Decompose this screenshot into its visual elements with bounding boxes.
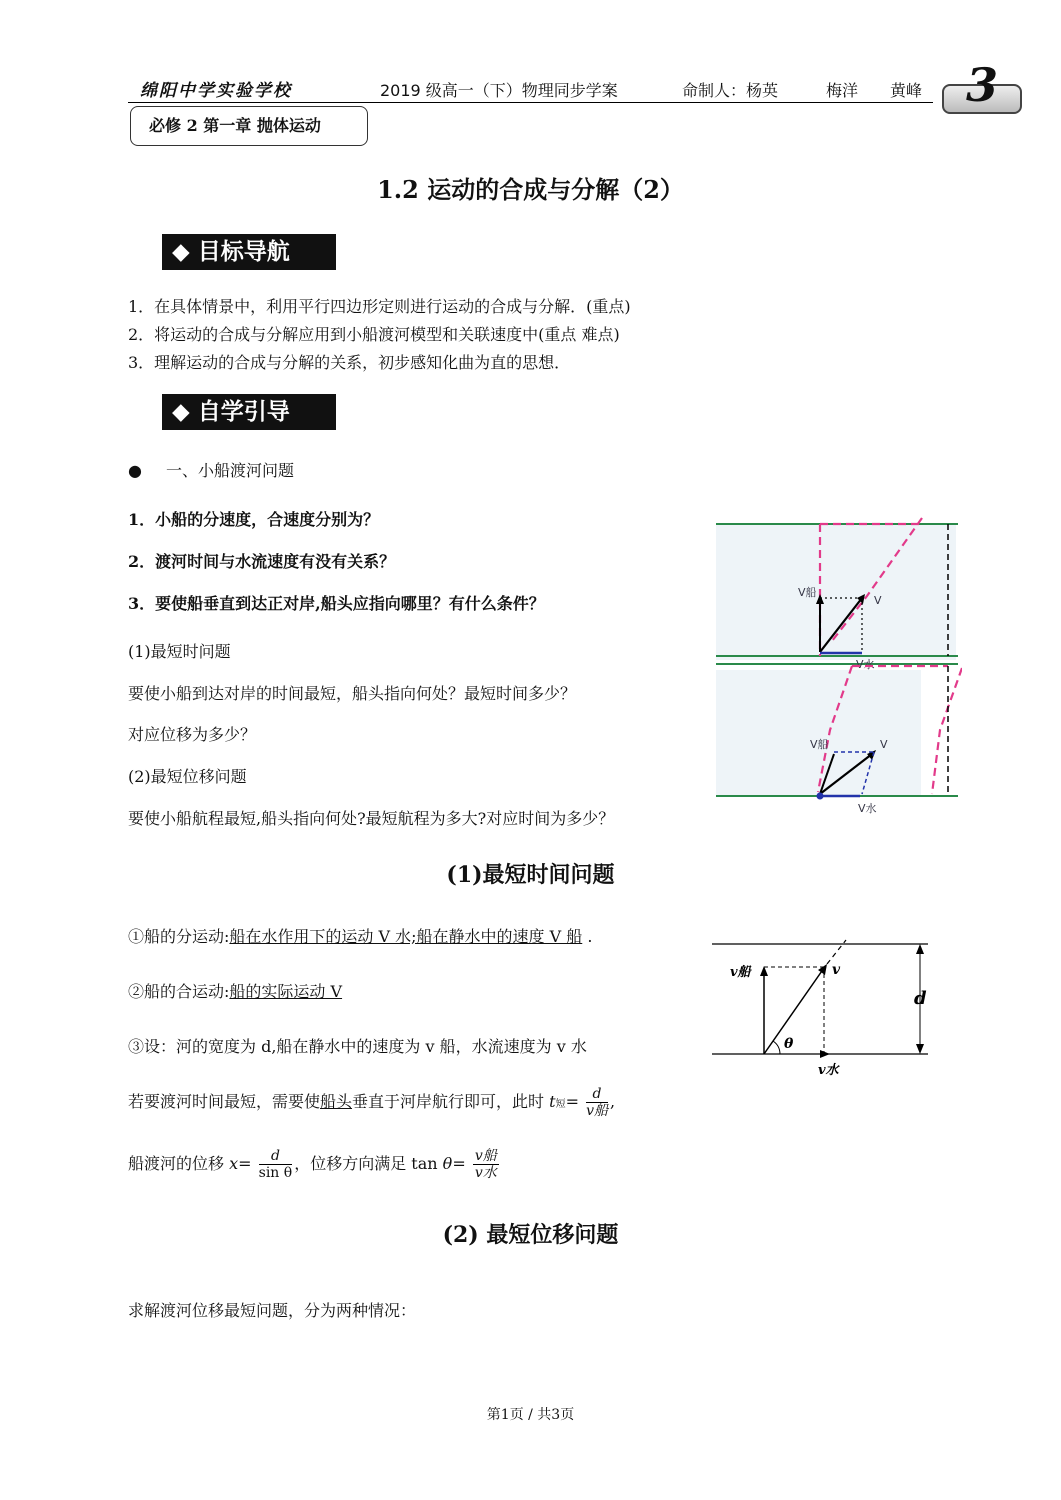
- formula-eq: =: [238, 1154, 252, 1173]
- fraction-t: [586, 1086, 608, 1119]
- bullet-dot: ●: [128, 461, 142, 480]
- item-1-prefix: ①船的分运动:: [128, 927, 230, 946]
- frac-den: sin θ: [258, 1165, 293, 1181]
- label-vboat: V船: [810, 738, 829, 751]
- item-1: [128, 924, 592, 947]
- section-goals-header: ◆ 目标导航: [162, 234, 336, 270]
- final-text: 求解渡河位移最短问题，分为两种情况：: [128, 1301, 417, 1320]
- frac-num: d: [259, 1148, 293, 1165]
- text-line: (2)最短位移问题: [128, 767, 247, 786]
- section-self-header: ◆ 自学引导: [162, 394, 336, 430]
- arrow-head: [818, 964, 827, 975]
- item-5: [128, 1148, 501, 1181]
- label-v: V: [880, 738, 888, 751]
- fraction-tan: [473, 1148, 499, 1181]
- heading-shortest-time: (1)最短时间问题: [446, 862, 615, 888]
- badge-number: 3: [966, 58, 999, 112]
- label-v: V: [874, 594, 882, 607]
- boat-dot: [817, 793, 824, 800]
- label-vwater: V水: [856, 658, 875, 671]
- formula-x: x: [229, 1154, 239, 1173]
- item-5-a: 船渡河的位移: [128, 1154, 225, 1173]
- goal-item: 2．将运动的合成与分解应用到小船渡河模型和关联速度中(重点 难点): [128, 325, 620, 344]
- label-d: d: [914, 988, 927, 1009]
- vector-diagram: [708, 934, 948, 1082]
- goal-item: 1．在具体情景中，利用平行四边形定则进行运动的合成与分解．(重点): [128, 297, 631, 316]
- text-line: 要使小船航程最短,船头指向何处?最短航程为多大?对应时间为多少？: [128, 809, 615, 828]
- river-water-bottom: [716, 670, 921, 796]
- question-item: 1．小船的分速度，合速度分别为？: [128, 510, 380, 529]
- label-v: v: [832, 962, 841, 978]
- formula-theta: θ: [442, 1154, 453, 1173]
- label-vboat: V船: [798, 586, 817, 599]
- question-item: 2．渡河时间与水流速度有没有关系？: [128, 552, 396, 571]
- item-2-underlined: 船的实际运动 V: [229, 982, 343, 1001]
- formula-t: t: [549, 1092, 556, 1111]
- text-line: (1)最短时问题: [128, 642, 231, 661]
- item-4: 若要渡河时间最短，需要使船头垂直于河岸航行即可，此时 t短= $\frac{d}{\text{v船}}$ ,: [128, 1086, 616, 1119]
- formula-eq: =: [452, 1154, 466, 1173]
- angle-arc: [773, 1041, 780, 1054]
- arrow-head: [916, 1044, 924, 1054]
- label-theta: θ: [784, 1036, 794, 1052]
- label-vwater: V水: [858, 802, 877, 815]
- item-4-b: 垂直于河岸航行即可，此时: [352, 1092, 545, 1111]
- item-4-a: 若要渡河时间最短，需要使: [128, 1092, 321, 1111]
- goal-item: 3．理解运动的合成与分解的关系，初步感知化曲为直的思想．: [128, 353, 571, 372]
- item-3: ③设：河的宽度为 d,船在静水中的速度为 v 船，水流速度为 v 水: [128, 1037, 587, 1056]
- fraction-x: [259, 1148, 293, 1181]
- text-line: 要使小船到达对岸的时间最短，船头指向何处？最短时间多少？: [128, 684, 577, 703]
- item-1-suffix: .: [582, 927, 593, 946]
- frac-den: v水: [474, 1165, 497, 1181]
- topic-label: 一、小船渡河问题: [166, 461, 295, 480]
- river-diagram: [712, 516, 962, 826]
- frac-num: v船: [474, 1148, 497, 1164]
- header-divider: [128, 102, 933, 103]
- page-footer: 第1页 / 共3页: [486, 1407, 575, 1423]
- arrow-head: [820, 1050, 830, 1058]
- course-title: 2019 级高一（下）物理同步学案: [380, 81, 618, 100]
- item-1-underlined: 船在水作用下的运动 V 水;船在静水中的速度 V 船: [229, 927, 583, 946]
- label-vwater: v水: [818, 1063, 839, 1078]
- school-name: 绵阳中学实验学校: [140, 81, 292, 101]
- frac-den: v船: [586, 1103, 608, 1119]
- item-2: [128, 979, 342, 1002]
- formula-t-sub: 短: [555, 1099, 566, 1110]
- river-water-top: [716, 524, 956, 660]
- chapter-label: 必修 2 第一章 抛体运动: [130, 106, 368, 146]
- question-item: 3．要使船垂直到达正对岸,船头应指向哪里？有什么条件？: [128, 594, 545, 613]
- topic-bullet: [128, 458, 294, 481]
- page-title: 1.2 运动的合成与分解（2）: [377, 175, 684, 204]
- text-line: 对应位移为多少？: [128, 725, 257, 744]
- arrow-head: [916, 944, 924, 954]
- heading-shortest-displacement: (2) 最短位移问题: [442, 1222, 619, 1248]
- authors: 命制人：杨英 梅洋 黄峰: [682, 81, 923, 100]
- item-4-underlined: 船头: [320, 1092, 353, 1111]
- frac-num: d: [586, 1086, 608, 1103]
- label-vboat: v船: [730, 965, 751, 980]
- item-5-b: ，位移方向满足 tan: [294, 1154, 438, 1173]
- item-2-prefix: ②船的合运动:: [128, 982, 230, 1001]
- formula-eq: =: [565, 1092, 579, 1111]
